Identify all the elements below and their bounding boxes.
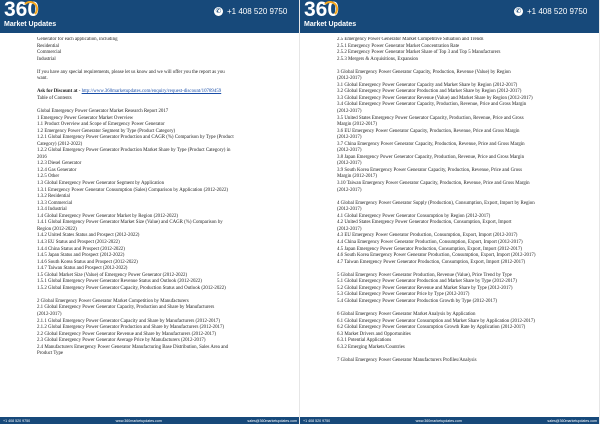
toc-line: 3.9 South Korea Emergency Power Generator Capacity, Production, Revenue, Price and Gross — [337, 167, 522, 173]
toc-line: 3.4 Global Emergency Power Generator Capacity, Production, Revenue, Price and Gross Margin — [337, 102, 527, 108]
phone-icon: ✆ — [215, 7, 222, 15]
toc-line: 1.3.1 Emergency Power Generator Consumption (Sales) Comparison by Application (2012-2022) — [37, 187, 229, 193]
toc-line: 1.1 Product Overview and Scope of Emergency Power Generator — [37, 122, 165, 128]
toc-line: Global Emergency Power Generator Market Research Report 2017 — [37, 109, 169, 115]
phone-number: +1 408 520 9750 — [527, 7, 588, 16]
toc-line: 6 Global Emergency Power Generator Market Analysis by Application — [337, 311, 476, 317]
logo-number: 360 — [304, 0, 340, 21]
toc-line: 6.3.1 Potential Applications — [337, 338, 392, 344]
toc-line: 2.5.3 Mergers & Acquisitions, Expansion — [337, 56, 419, 62]
logo — [4, 2, 78, 31]
discount-separator: - — [77, 89, 82, 95]
toc-line: 6.3.2 Emerging Markets/Countries — [337, 344, 405, 350]
toc-line: Residential — [37, 43, 60, 49]
toc-line: (2012-2017) — [337, 148, 362, 154]
toc-line: 4.7 Taiwan Emergency Power Generator Production, Consumption, Export, Import (2012-2017) — [337, 259, 526, 265]
toc-line: 5.1 Global Emergency Power Generator Production and Market Share by Type (2012-2017) — [337, 279, 517, 285]
logo-arc-icon — [322, 1, 338, 17]
toc-line: Region (2012-2022) — [37, 226, 77, 232]
phone-icon: ✆ — [515, 7, 522, 15]
toc-line: 1.4.4 China Status and Prospect (2012-2022) — [37, 246, 125, 252]
toc-line: Category) (2012-2022) — [37, 141, 83, 147]
toc-line: (2012-2017) — [337, 76, 362, 82]
footer-website[interactable]: www.360marketupdates.com — [115, 418, 162, 423]
toc-line: 1.3.3 Commercial — [37, 200, 73, 206]
toc-line: 5.4 Global Emergency Power Generator Production Growth by Type (2012-2017) — [337, 298, 498, 304]
toc-line: 3 Global Emergency Power Generator Capacity, Production, Revenue (Value) by Region — [337, 69, 511, 75]
toc-line: 4.2 United States Emergency Power Generator Production, Consumption, Export, Import — [337, 220, 512, 226]
toc-line: 1.4.3 EU Status and Prospect (2012-2022) — [37, 239, 120, 245]
toc-line: 3.1 Global Emergency Power Generator Capacity and Market Share by Region (2012-2017) — [337, 82, 518, 88]
toc-line: 2.5.2 Emergency Power Generator Market Share of Top 3 and Top 5 Manufacturers — [337, 50, 501, 56]
footer-website[interactable]: www.360marketupdates.com — [415, 418, 462, 423]
toc-line: Margin (2012-2017) — [337, 174, 377, 180]
toc-line: 1.5.1 Global Emergency Power Generator Revenue Status and Outlook (2012-2022) — [37, 279, 202, 285]
toc-line: Margin (2012-2017) — [337, 122, 377, 128]
toc-line: 2.1.2 Global Emergency Power Generator Production and Share by Manufacturers (2012-2017) — [37, 325, 225, 331]
toc-line: 2.5 Emergency Power Generator Market Competitive Situation and Trends — [337, 37, 484, 42]
page-footer — [300, 417, 600, 424]
toc-line: 4.1 Global Emergency Power Generator Consumption by Region (2012-2017) — [337, 213, 491, 219]
discount-label: Ask for Discount at — [37, 89, 78, 95]
toc-line: 1.3.2 Residential — [37, 194, 71, 200]
toc-line: 1.5 Global Market Size (Value) of Emergency Power Generator (2012-2022) — [37, 272, 188, 278]
toc-line: 2.5.1 Emergency Power Generator Market Concentration Rate — [337, 43, 460, 49]
toc-line: 2 Global Emergency Power Generator Market Competition by Manufacturers — [37, 298, 189, 304]
toc-line: 4.4 China Emergency Power Generator Production, Consumption, Export, Import (2012-2017) — [337, 239, 523, 245]
footer-phone: +1 408 520 9750 — [303, 418, 331, 423]
toc-line: 1 Emergency Power Generator Market Overview — [37, 115, 134, 121]
toc-line: (2012-2017) — [337, 161, 362, 167]
toc-line: 2.1.1 Global Emergency Power Generator Capacity and Share by Manufacturers (2012-2017) — [37, 318, 220, 324]
toc-line: 6.2 Global Emergency Power Generator Consumption Growth Rate by Application (2012-2017) — [337, 325, 526, 331]
logo-number: 360 — [4, 0, 40, 21]
toc-line: 5 Global Emergency Power Generator Production, Revenue (Value), Price Trend by Type — [337, 272, 512, 278]
toc-line: 1.5.2 Global Emergency Power Generator Capacity, Production Status and Outlook (2012-2022) — [37, 285, 226, 291]
toc-line: 2016 — [37, 154, 47, 160]
toc-line: 3.5 United States Emergency Power Generator Capacity, Production, Revenue, Price and Gross — [337, 115, 524, 121]
toc-line: 1.2.1 Global Emergency Power Generator Production and CAGR (%) Comparison by Type (Product — [37, 135, 234, 141]
toc-line: 3.2 Global Emergency Power Generator Production and Market Share by Region (2012-2017) — [337, 89, 522, 95]
toc-line: 6.3 Market Drivers and Opportunities — [337, 331, 411, 337]
toc-line: Product Type — [37, 351, 64, 357]
toc-line: 3.8 Japan Emergency Power Generator Capacity, Production, Revenue, Price and Gross Margin — [337, 154, 525, 160]
toc-line: (2012-2017) — [337, 226, 362, 232]
toc-line: 6.1 Global Emergency Power Generator Consumption and Market Share by Application (2012-2017) — [337, 318, 535, 324]
toc-line: 4.3 EU Emergency Power Generator Production, Consumption, Export, Import (2012-2017) — [337, 233, 518, 239]
toc-line: 3.10 Taiwan Emergency Power Generator Capacity, Production, Revenue, Price and Gross Margin — [337, 181, 530, 187]
toc-line: 4.5 Japan Emergency Power Generator Production, Consumption, Export, Import (2012-2017) — [337, 246, 523, 252]
logo-text: Market Updates — [304, 21, 357, 28]
toc-line: 2.2 Global Emergency Power Generator Revenue and Share by Manufacturers (2012-2017) — [37, 331, 217, 337]
right-page — [300, 0, 600, 424]
toc-line: 1.4.2 United States Status and Prospect (2012-2022) — [37, 233, 140, 239]
header-phone — [214, 7, 287, 16]
toc-line: (2012-2017) — [337, 207, 362, 213]
toc-line: 2.4 Manufacturers Emergency Power Generator Manufacturing Base Distribution, Sales Area and — [37, 344, 229, 350]
phone-number: +1 408 520 9750 — [227, 7, 288, 16]
page-footer — [0, 417, 300, 424]
discount-link[interactable]: http://www.360marketupdates.com/enquiry/request-discount/10789459 — [81, 89, 222, 95]
right-page-content — [337, 37, 593, 407]
toc-line: If you have any special requirements, please let us know and we will offer you the report as you — [37, 69, 225, 75]
left-page-content — [37, 37, 293, 407]
toc-line: Generator for each application, including — [37, 37, 118, 42]
footer-phone: +1 408 520 9750 — [3, 418, 31, 423]
toc-line: 1.2.2 Global Emergency Power Generator Production Market Share by Type (Product Category) in — [37, 148, 231, 154]
toc-line: 1.4 Global Emergency Power Generator Market by Region (2012-2022) — [37, 213, 179, 219]
toc-line: Commercial — [37, 50, 62, 56]
toc-line: 2.3 Global Emergency Power Generator Average Price by Manufacturers (2012-2017) — [37, 338, 206, 344]
toc-line: 1.3.4 Industrial — [37, 207, 67, 213]
toc-line: 5.3 Global Emergency Power Generator Price by Type (2012-2017) — [337, 292, 470, 298]
page-header — [300, 0, 600, 33]
logo-text: Market Updates — [4, 21, 57, 28]
toc-line: (2012-2017) — [337, 135, 362, 141]
page-header — [0, 0, 300, 33]
toc-line: 1.4.5 Japan Status and Prospect (2012-2022) — [37, 253, 125, 259]
toc-line: (2012-2017) — [37, 311, 62, 317]
toc-line: 5.2 Global Emergency Power Generator Revenue and Market Share by Type (2012-2017) — [337, 285, 513, 291]
toc-line: 1.4.7 Taiwan Status and Prospect (2012-2022) — [37, 266, 128, 272]
toc-line: 1.2 Emergency Power Generator Segment by Type (Product Category) — [37, 128, 176, 134]
toc-line: (2012-2017) — [337, 187, 362, 193]
toc-line: 1.2.4 Gas Generator — [37, 167, 77, 173]
toc-line: 2.1 Global Emergency Power Generator Capacity, Production and Share by Manufacturers — [37, 305, 215, 311]
toc-line: (2012-2017) — [337, 109, 362, 115]
toc-line: 1.3 Global Emergency Power Generator Segment by Application — [37, 181, 165, 187]
toc-line: Industrial — [37, 56, 56, 62]
toc-line: want. — [37, 76, 48, 82]
toc-line: Table of Contents — [37, 95, 72, 101]
toc-line: 1.2.3 Diesel Generator — [37, 161, 82, 167]
logo — [304, 2, 378, 31]
footer-email[interactable]: sales@360marketupdates.com — [247, 418, 297, 423]
toc-line: 7 Global Emergency Power Generator Manufacturers Profiles/Analysis — [337, 357, 477, 363]
toc-line: 1.2.5 Other — [37, 174, 60, 180]
toc-line: 3.7 China Emergency Power Generator Capacity, Production, Revenue, Price and Gross Margin — [337, 141, 525, 147]
header-phone — [514, 7, 587, 16]
toc-line: 1.4.6 South Korea Status and Prospect (2012-2022) — [37, 259, 138, 265]
toc-line: 3.3 Global Emergency Power Generator Revenue (Value) and Market Share by Region (2012-2017) — [337, 95, 533, 101]
footer-email[interactable]: sales@360marketupdates.com — [547, 418, 597, 423]
toc-line: 4 Global Emergency Power Generator Supply (Production), Consumption, Export, Import by Region — [337, 200, 535, 206]
toc-line: 3.6 EU Emergency Power Generator Capacity, Production, Revenue, Price and Gross Margin — [337, 128, 520, 134]
logo-arc-icon — [22, 1, 38, 17]
toc-line: 1.4.1 Global Emergency Power Generator Market Size (Value) and CAGR (%) Comparison by — [37, 220, 223, 226]
toc-line: 4.6 South Korea Emergency Power Generator Production, Consumption, Export, Import (2012-2017) — [337, 253, 536, 259]
